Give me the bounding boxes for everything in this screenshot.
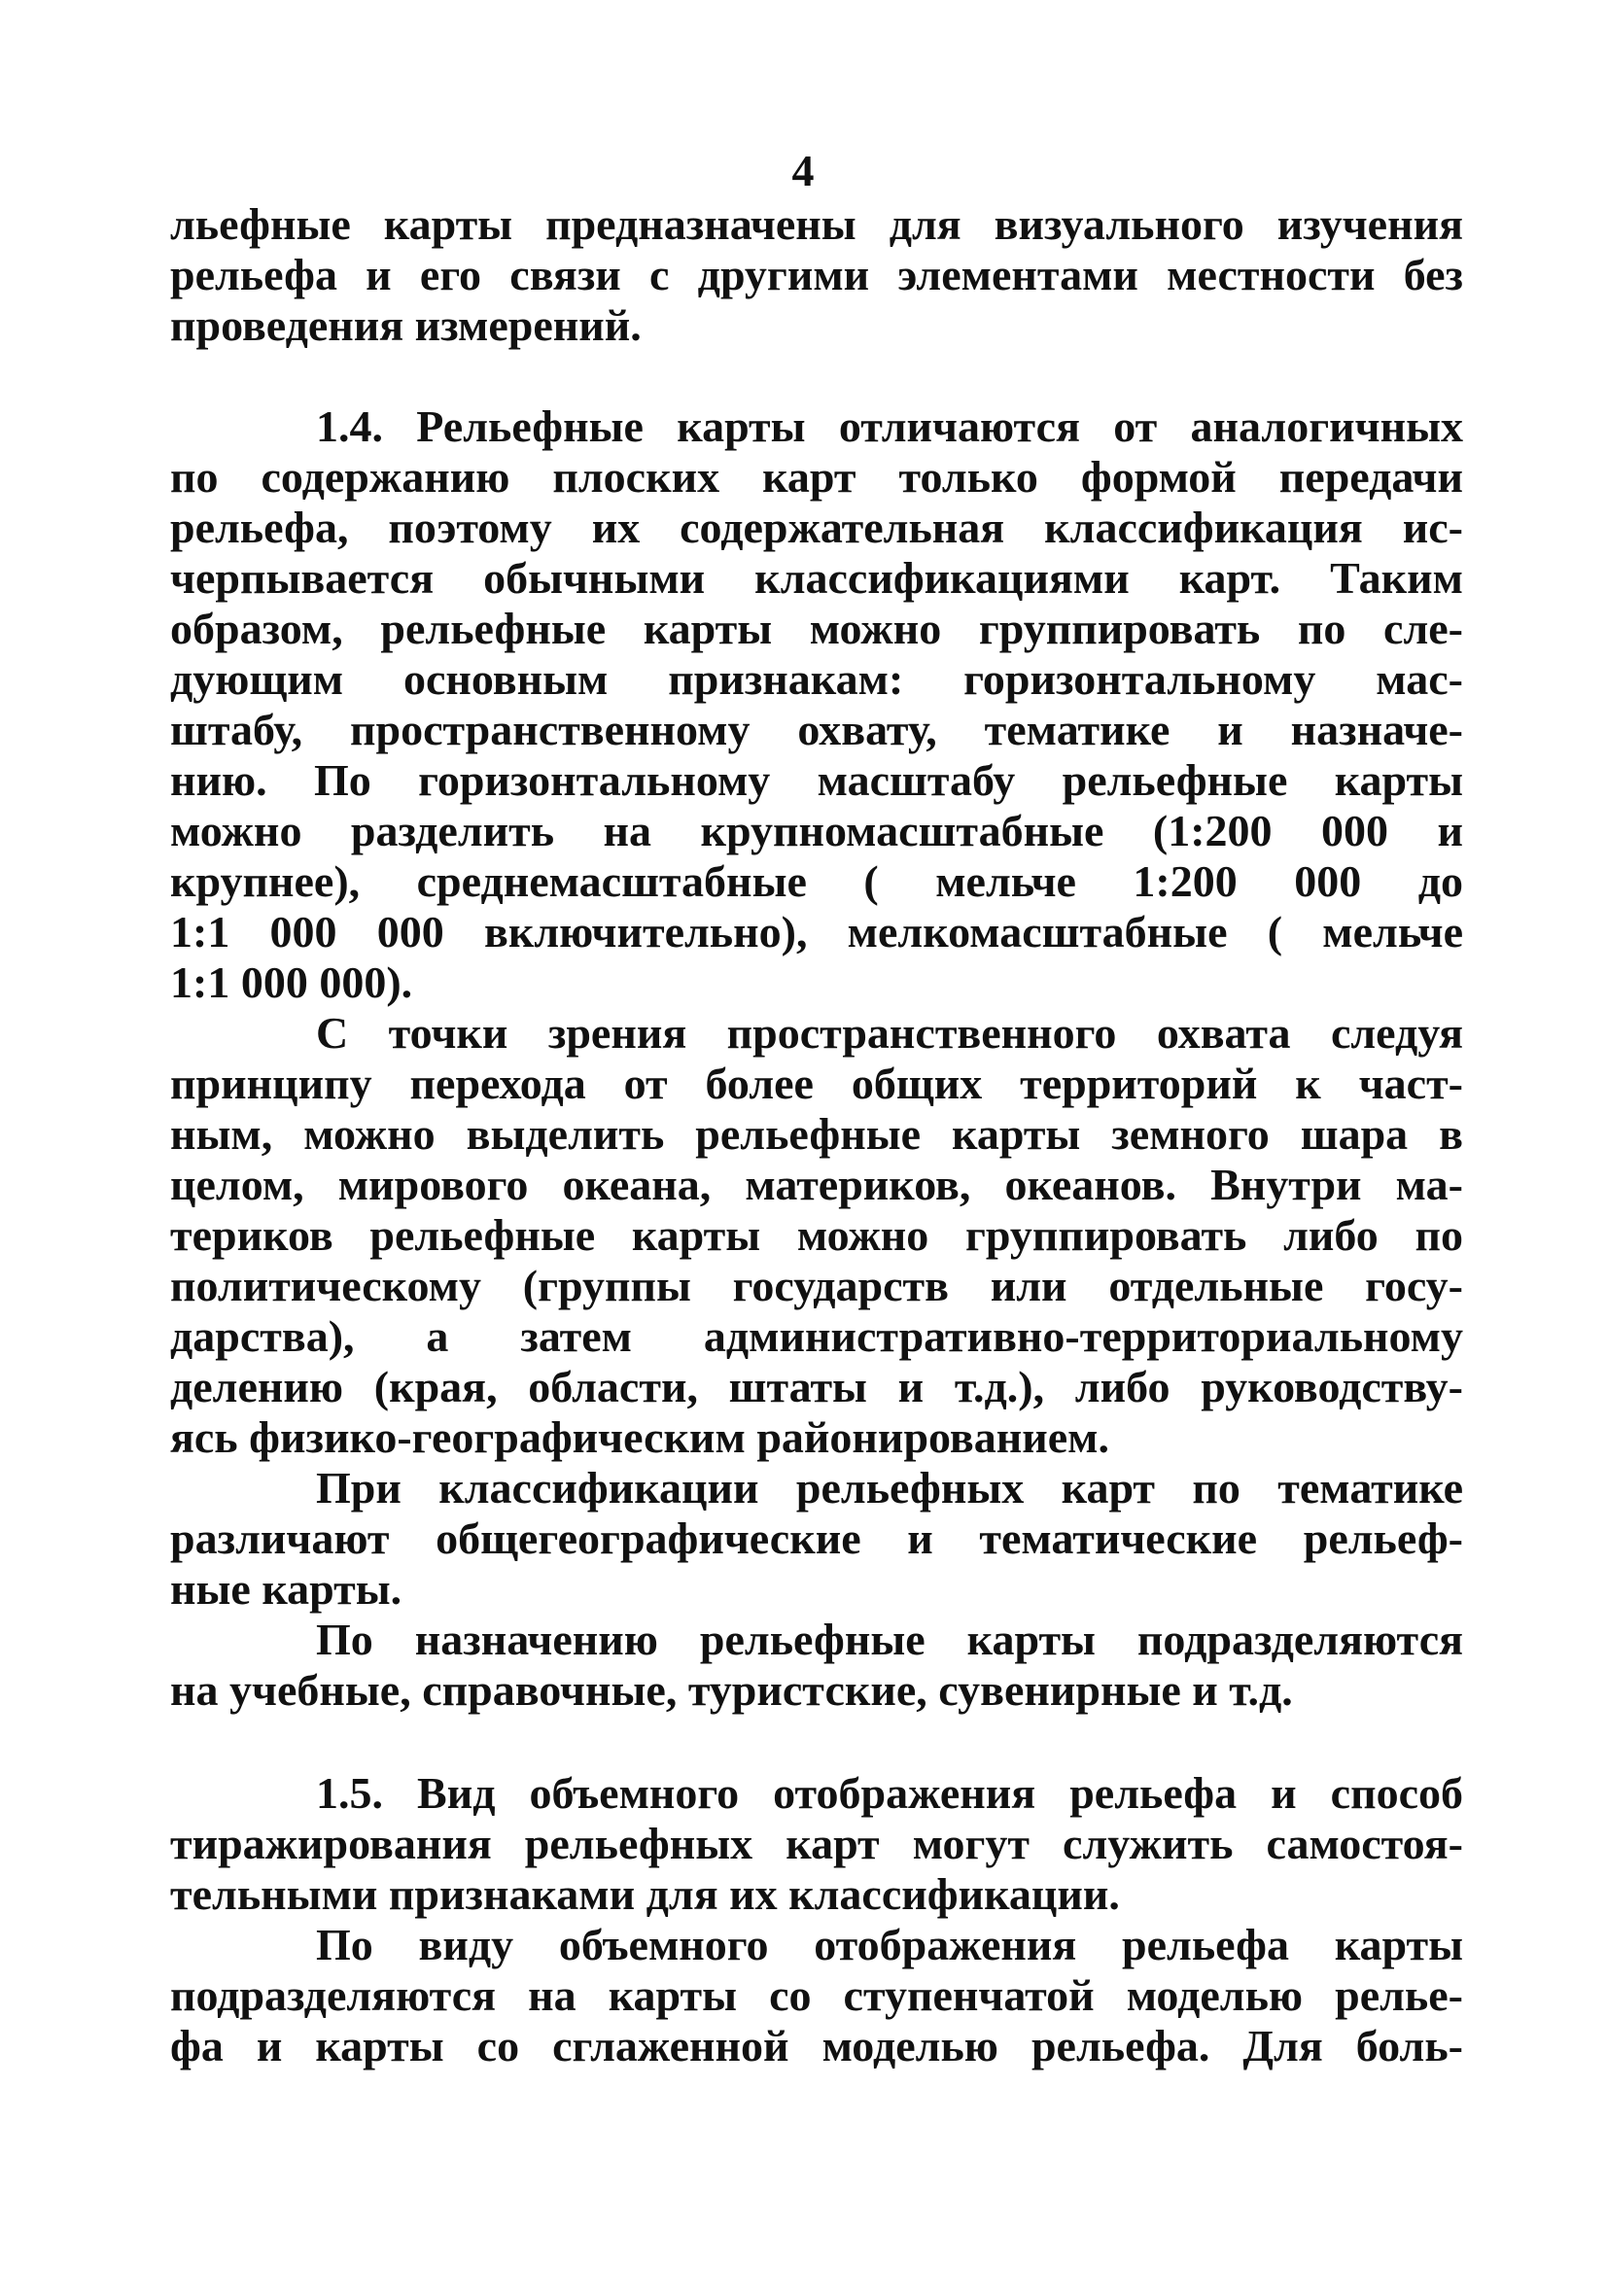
text-line: териков рельефные карты можно группировать либо по bbox=[170, 1210, 1463, 1260]
text-line: по содержанию плоских карт только формой передачи bbox=[170, 452, 1463, 502]
text-line: на учебные, справочные, туристские, сувенирные и т.д. bbox=[170, 1665, 1293, 1715]
text-line: тельными признаками для их классификации. bbox=[170, 1869, 1120, 1919]
text-line: делению (края, области, штаты и т.д.), либо руководству- bbox=[170, 1362, 1463, 1411]
text-line: черпывается обычными классификациями карт. Таким bbox=[170, 553, 1463, 603]
text-line: дарства), а затем административно-территориальному bbox=[170, 1311, 1463, 1361]
text-line: По назначению рельефные карты подразделяются bbox=[316, 1615, 1463, 1664]
text-line: целом, мирового океана, материков, океанов. Внутри ма- bbox=[170, 1160, 1463, 1209]
paragraph-spacer bbox=[170, 351, 1463, 401]
text-line: образом, рельефные карты можно группировать по сле- bbox=[170, 604, 1463, 653]
text-line: проведения измерений. bbox=[170, 300, 642, 350]
text-line: ясь физико-географическим районированием. bbox=[170, 1412, 1109, 1462]
text-line: тиражирования рельефных карт могут служить самостоя- bbox=[170, 1819, 1463, 1868]
page-number: 4 bbox=[791, 146, 816, 195]
text-line: ные карты. bbox=[170, 1564, 402, 1614]
text-line: фа и карты со сглаженной моделью рельефа. Для боль- bbox=[170, 2021, 1463, 2070]
text-line: различают общегеографические и тематические рельеф- bbox=[170, 1513, 1463, 1563]
text-line: При классификации рельефных карт по тематике bbox=[316, 1463, 1463, 1513]
text-line: С точки зрения пространственного охвата следуя bbox=[316, 1008, 1463, 1058]
text-line: 1:1 000 000). bbox=[170, 957, 413, 1007]
body-text bbox=[170, 199, 1463, 2071]
paragraph-section-1-4 bbox=[170, 401, 1463, 1008]
paragraph-spacer bbox=[170, 1716, 1463, 1768]
text-line: можно разделить на крупномасштабные (1:200 000 и bbox=[170, 806, 1463, 855]
paragraph-relief-model bbox=[170, 1920, 1463, 2071]
paragraph-section-1-5 bbox=[170, 1768, 1463, 1920]
text-line: рельефа, поэтому их содержательная классификация ис- bbox=[170, 503, 1463, 552]
paragraph-spatial-coverage bbox=[170, 1008, 1463, 1463]
text-line: рельефа и его связи с другими элементами местности без bbox=[170, 250, 1463, 299]
text-line: нию. По горизонтальному масштабу рельефные карты bbox=[170, 755, 1463, 805]
text-line: штабу, пространственному охвату, тематике и назначе- bbox=[170, 705, 1463, 754]
text-line: политическому (группы государств или отдельные госу- bbox=[170, 1261, 1463, 1310]
text-line: ным, можно выделить рельефные карты земного шара в bbox=[170, 1109, 1463, 1159]
text-line: По виду объемного отображения рельефа карты bbox=[316, 1920, 1463, 1969]
paragraph-continuation bbox=[170, 199, 1463, 351]
text-line: дующим основным признакам: горизонтальному мас- bbox=[170, 654, 1463, 704]
paragraph-thematic bbox=[170, 1463, 1463, 1615]
text-line: льефные карты предназначены для визуального изучения bbox=[170, 199, 1463, 249]
text-line: 1.5. Вид объемного отображения рельефа и способ bbox=[316, 1768, 1463, 1818]
paragraph-purpose bbox=[170, 1615, 1463, 1716]
text-line: крупнее), среднемасштабные ( мельче 1:200 000 до bbox=[170, 856, 1463, 906]
text-line: принципу перехода от более общих территорий к част- bbox=[170, 1059, 1463, 1108]
text-line: 1:1 000 000 включительно), мелкомасштабные ( мельче bbox=[170, 907, 1463, 957]
text-line: 1.4. Рельефные карты отличаются от аналогичных bbox=[316, 401, 1463, 451]
text-line: подразделяются на карты со ступенчатой моделью релье- bbox=[170, 1970, 1463, 2020]
